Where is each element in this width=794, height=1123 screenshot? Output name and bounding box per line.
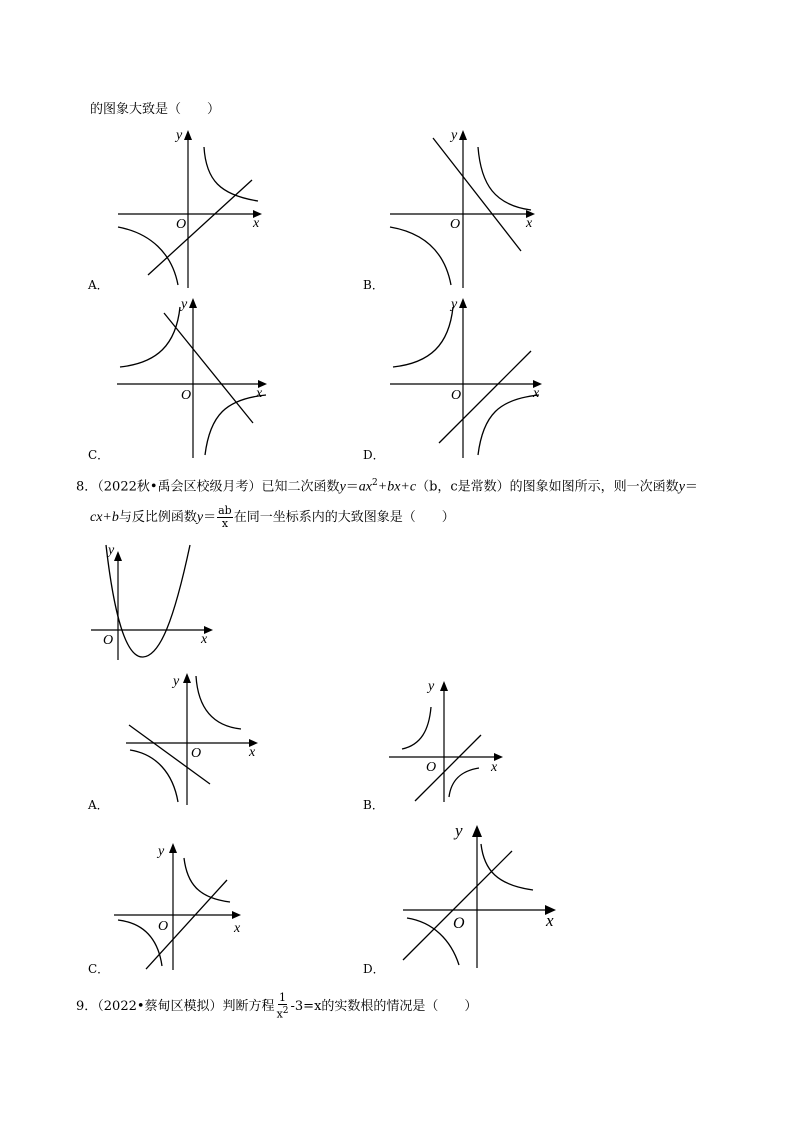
q8-number: 8． [76,479,98,495]
axis-x-label: x [256,386,263,401]
q8-graph-a [118,668,268,808]
q8-stem-line2: cx+b与反比例函数y＝ $\frac{ab}{x}$ 在同一坐标系内的大致图象是（ ） [90,504,455,530]
axis-origin-label: O [426,760,437,775]
q8-option-b[interactable]: B． [363,798,384,812]
axis-y-label: y [158,844,165,859]
q7-option-d[interactable]: D． [363,448,385,462]
q7-graph-c [112,295,272,460]
axis-x-label: x [201,632,208,647]
axis-origin-label: O [181,388,192,403]
axis-origin-label: O [158,919,169,934]
q8-graph-c [108,838,253,973]
q8-graph-b [385,675,515,805]
axis-origin-label: O [103,633,114,648]
q8-fraction: $\frac{ab}{x}$ [218,504,232,530]
axis-origin-label: O [176,217,187,232]
axis-origin-label: O [191,746,202,761]
q8-option-a[interactable]: A． [88,798,109,812]
axis-origin-label: O [450,217,461,232]
axis-y-label: y [428,679,435,694]
q9-source: （2022•蔡甸区模拟） [97,998,223,1014]
axis-y-label: y [455,821,463,840]
q7-graph-a [110,125,270,290]
axis-y-label: y [173,674,180,689]
q8-source: （2022秋•禹会区校级月考） [97,479,262,495]
q7-stem-tail: 的图象大致是（ ） [90,102,221,117]
q7-option-a[interactable]: A． [88,278,109,292]
axis-y-label: y [451,297,458,312]
q7-graph-d [385,295,550,460]
q7-option-c[interactable]: C． [88,448,110,462]
axis-x-label: x [533,386,540,401]
q8-parabola-graph [88,540,218,665]
q9-number: 9． [76,998,98,1014]
axis-y-label: y [451,128,458,143]
axis-x-label: x [546,911,554,930]
q8-graph-d [385,820,565,970]
q9-stem: 9．（2022•蔡甸区模拟）判断方程 $\frac{1}{x^2}$ -3=x的实数根的情况是（ ） [76,991,478,1021]
axis-y-label: y [108,543,115,558]
axis-y-label: y [181,297,188,312]
axis-y-label: y [176,128,183,143]
q8-option-d[interactable]: D． [363,962,385,976]
axis-origin-label: O [453,915,465,932]
q8-option-c[interactable]: C． [88,962,110,976]
axis-x-label: x [253,216,260,231]
q7-graph-b [385,125,545,290]
axis-x-label: x [491,760,498,775]
q9-fraction: $\frac{1}{x^2}$ [276,991,289,1021]
axis-x-label: x [526,216,533,231]
axis-origin-label: O [451,388,462,403]
axis-x-label: x [234,921,241,936]
q7-option-b[interactable]: B． [363,278,384,292]
q8-stem-line1: 8．（2022秋•禹会区校级月考）已知二次函数$y=ax^2+bx+c(b$，c是常数）的图象如图所示，则一次函数y＝ [76,478,698,495]
axis-x-label: x [249,745,256,760]
